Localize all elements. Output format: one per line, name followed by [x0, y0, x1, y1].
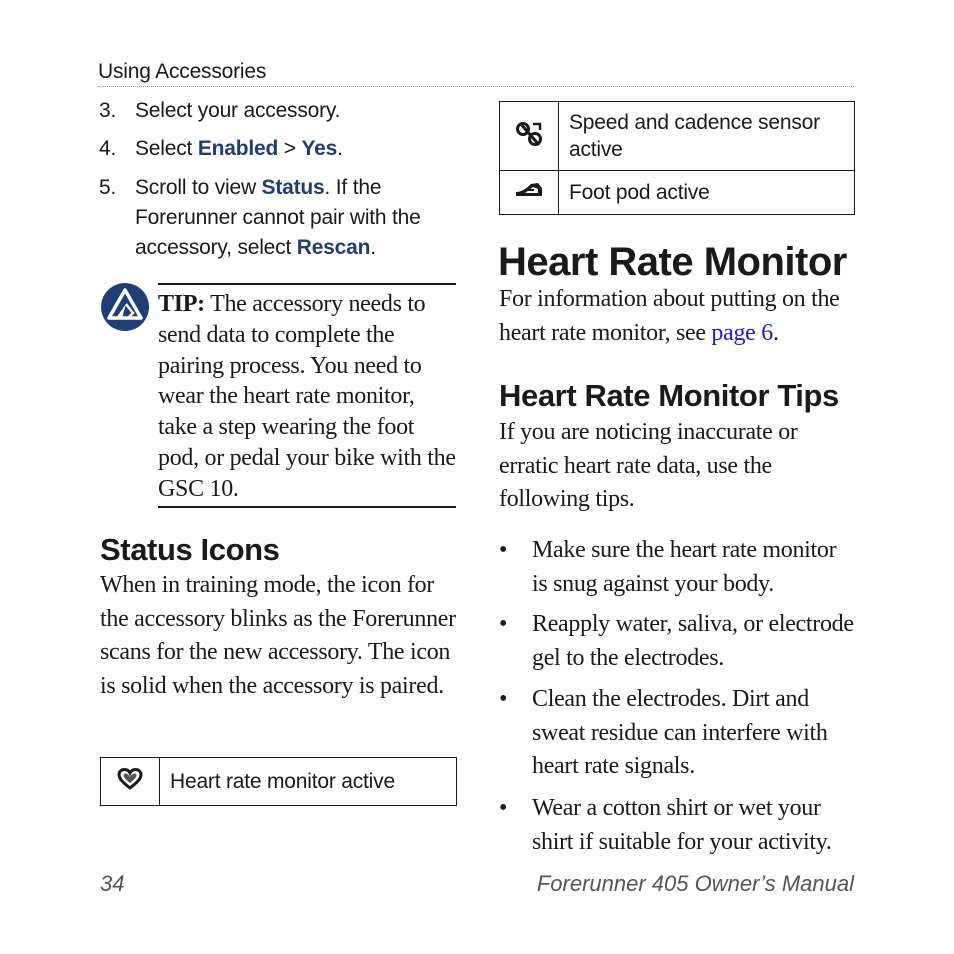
tip-text: TIP: The accessory needs to send data to complete the pairing process. You need to wear the heart rate monitor, take a step wearing the foot pod, or pedal your bike with the GSC 10. [158, 291, 456, 502]
menu-option-status: Status [261, 176, 325, 199]
icon-label: Heart rate monitor active [160, 758, 457, 806]
step-4 [99, 134, 459, 164]
step-3 [99, 96, 459, 126]
garmin-triangle-icon [100, 282, 150, 332]
running-header: Using Accessories [98, 60, 267, 83]
icon-cell [101, 758, 160, 806]
section-title-heart-rate-monitor: Heart Rate Monitor [498, 240, 847, 284]
table-row [500, 102, 855, 171]
heart-icon [117, 778, 143, 795]
bullet-marker: • [499, 686, 508, 712]
table-row [101, 758, 457, 806]
foot-pod-icon [514, 187, 544, 204]
list-item-text: Reapply water, saliva, or electrode gel to the electrodes. [532, 611, 854, 671]
bike-sensor-icon [515, 134, 543, 151]
list-item-text: Wear a cotton shirt or wet your shirt if suitable for your activity. [532, 795, 832, 855]
bullet-marker: • [499, 795, 508, 821]
step-text: Select Enabled > Yes. [135, 137, 343, 160]
icon-label: Foot pod active [559, 171, 855, 215]
icon-label: Speed and cadence sensor active [559, 102, 855, 171]
list-item-text: Clean the electrodes. Dirt and sweat residue can interfere with heart rate signals. [532, 686, 828, 779]
step-text: Select your accessory. [135, 99, 341, 122]
icon-cell [500, 171, 559, 215]
menu-option-rescan: Rescan [296, 236, 371, 259]
step-number: 4. [99, 137, 117, 160]
sensor-icon-table [499, 101, 855, 215]
page-6-link[interactable]: page 6 [711, 319, 773, 346]
tip-label: TIP: [158, 291, 205, 317]
list-item [499, 683, 859, 785]
list-item [499, 608, 859, 676]
menu-option-enabled: Enabled [197, 137, 279, 160]
step-number: 3. [99, 99, 117, 122]
step-text: Scroll to view Status. If the Forerunner cannot pair with the accessory, select Rescan. [135, 176, 421, 259]
section-heading-status-icons: Status Icons [100, 532, 280, 567]
menu-option-yes: Yes [301, 137, 338, 160]
status-icons-body: When in training mode, the icon for the accessory blinks as the Forerunner scans for the new accessory. The icon is solid when the accessory is paired. [100, 572, 456, 699]
section-heading-hrm-tips: Heart Rate Monitor Tips [499, 378, 839, 413]
list-item [499, 792, 859, 860]
hrm-tips-intro: If you are noticing inaccurate or erratic heart rate data, use the following tips. [499, 419, 798, 512]
manual-title: Forerunner 405 Owner’s Manual [536, 871, 854, 896]
icon-cell [500, 102, 559, 171]
step-number: 5. [99, 176, 117, 199]
hrm-intro: For information about putting on the heart rate monitor, see page 6. [499, 286, 840, 346]
bullet-marker: • [499, 611, 508, 637]
bullet-marker: • [499, 537, 508, 563]
page-number: 34 [100, 871, 125, 896]
table-row [500, 171, 855, 215]
step-5 [99, 173, 459, 265]
status-icon-table [100, 757, 457, 806]
list-item-text: Make sure the heart rate monitor is snug against your body. [532, 537, 837, 597]
list-item [499, 534, 859, 602]
header-rule [98, 86, 854, 87]
